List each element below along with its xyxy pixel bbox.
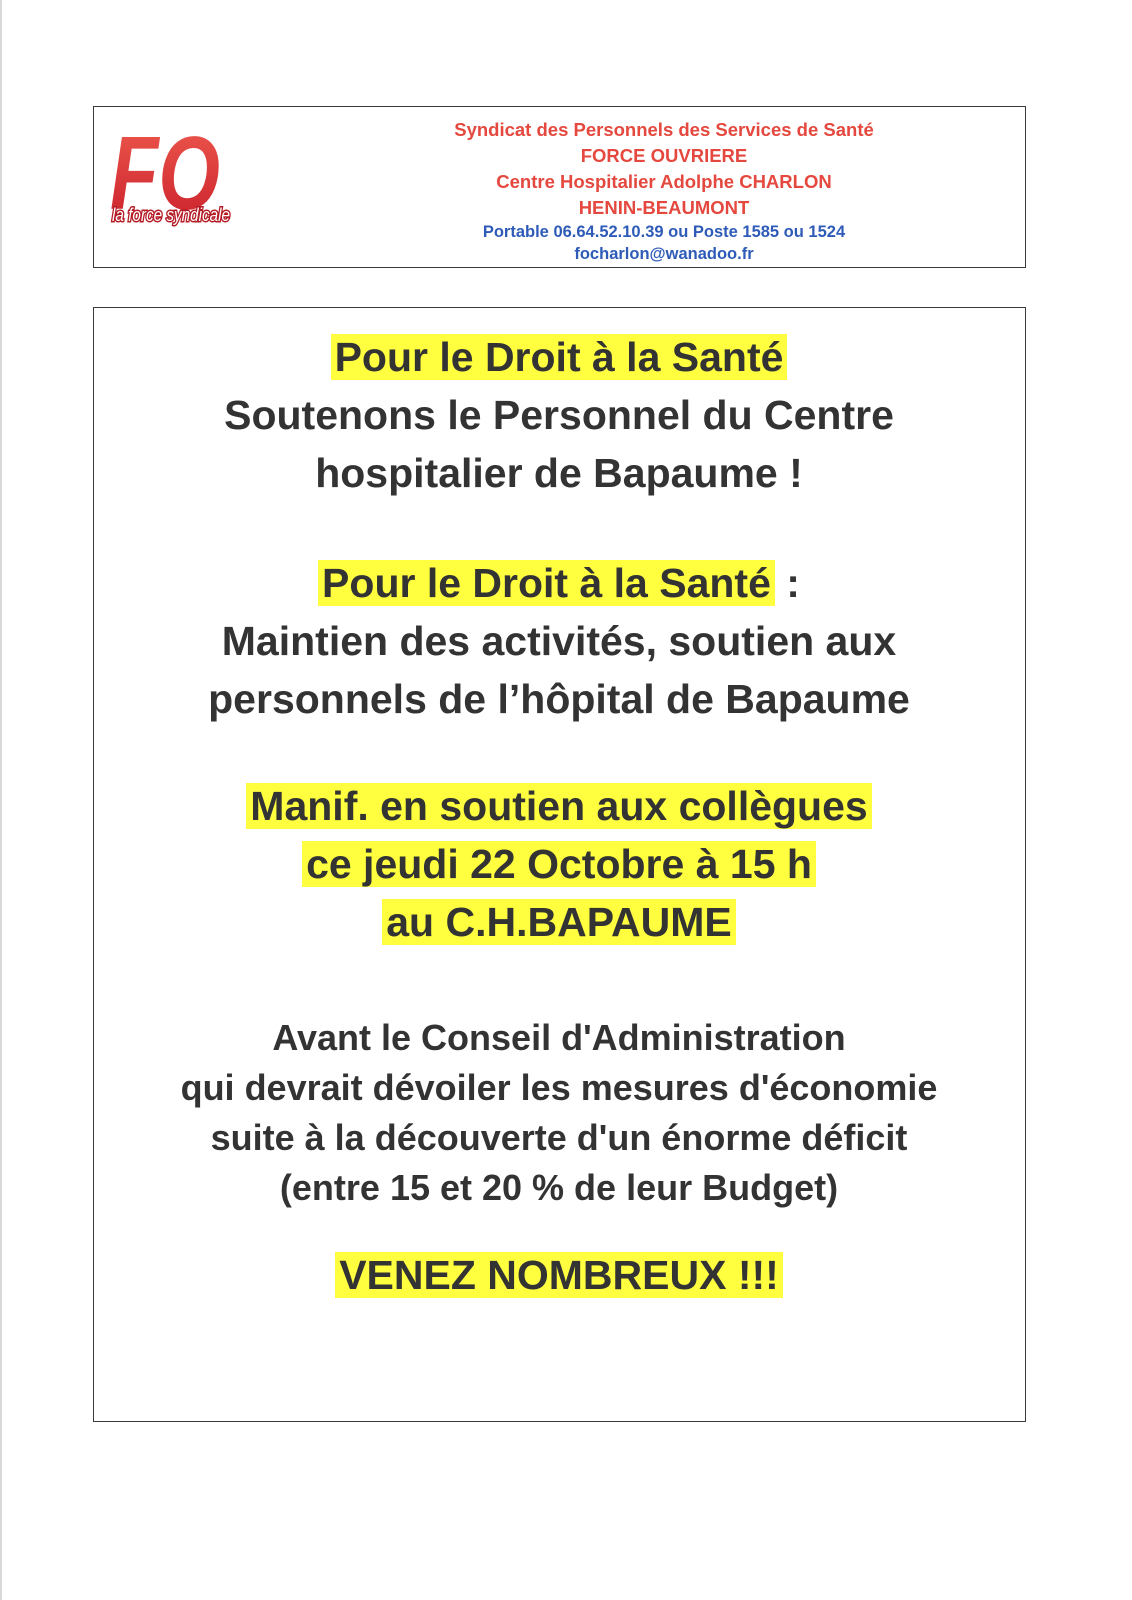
section-demands-line2: Maintien des activités, soutien aux [221,618,897,664]
section-support-line3: hospitalier de Bapaume ! [315,450,803,496]
section-demands [94,554,1024,728]
cta-text: VENEZ NOMBREUX !!! [335,1252,783,1298]
context-line2: qui devrait dévoiler les mesures d'économie [180,1067,938,1108]
fo-logo-letters: FO [110,117,220,232]
section-support-title: Pour le Droit à la Santé [331,334,788,380]
flyer-body-box [93,307,1026,1422]
hospital-name: Centre Hospitalier Adolphe CHARLON [496,171,832,192]
rally-location: au C.H.BAPAUME [382,899,735,945]
context-line1: Avant le Conseil d'Administration [272,1017,846,1058]
email-link[interactable]: focharlon@wanadoo.fr [574,245,754,263]
context-line3: suite à la découverte d'un énorme déficit [210,1117,908,1158]
union-name: Syndicat des Personnels des Services de Santé [454,119,874,140]
hospital-city: HENIN-BEAUMONT [578,197,750,218]
section-support-line2: Soutenons le Personnel du Centre [224,392,894,438]
section-rally [94,777,1024,951]
phone-line: Portable 06.64.52.10.39 ou Poste 1585 ou 1524 [482,223,846,241]
context-line4: (entre 15 et 20 % de leur Budget) [279,1167,839,1208]
fo-logo-tagline: la force syndicale [112,205,230,225]
fo-logo [110,117,235,235]
section-context [94,1013,1024,1213]
section-support [94,328,1024,502]
page-edge [0,0,2,1600]
call-to-action [94,1246,1024,1304]
letterhead-box [93,106,1026,268]
letterhead-text [394,117,934,265]
section-demands-colon: : [774,560,800,606]
rally-date: ce jeudi 22 Octobre à 15 h [302,841,816,887]
union-confederation: FORCE OUVRIERE [580,145,748,166]
section-demands-title: Pour le Droit à la Santé [318,560,775,606]
rally-line1: Manif. en soutien aux collègues [246,783,871,829]
section-demands-line3: personnels de l’hôpital de Bapaume [208,676,910,722]
